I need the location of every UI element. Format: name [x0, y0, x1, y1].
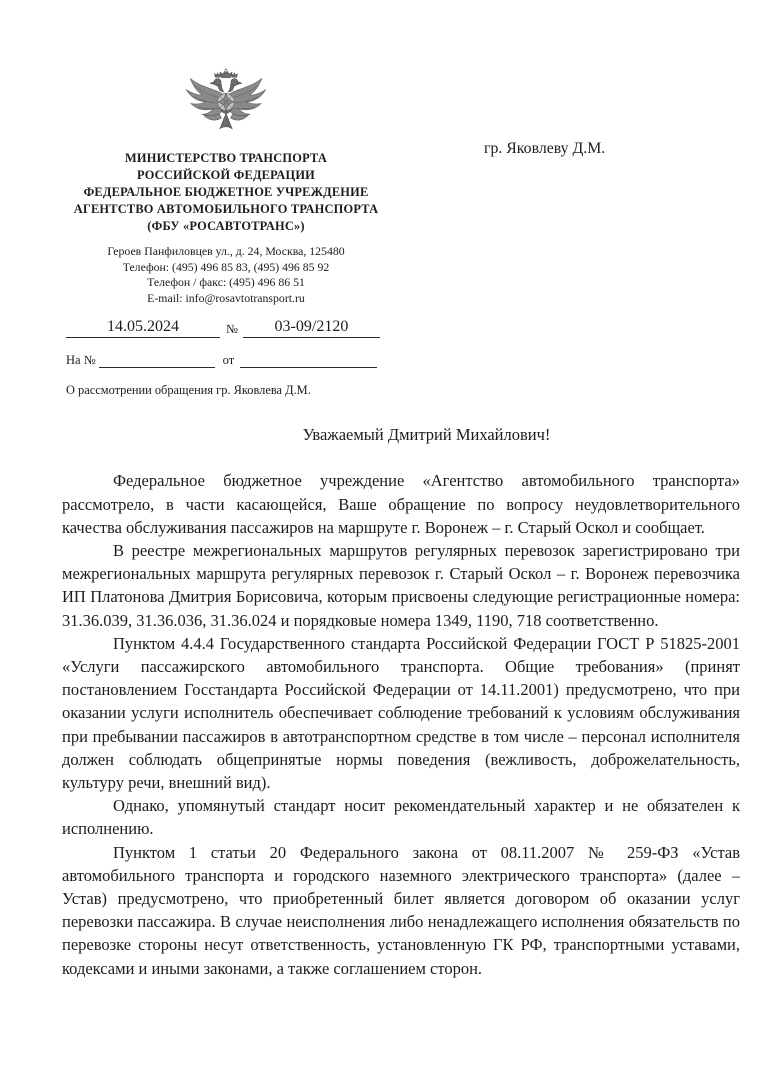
reply-date-blank: [240, 351, 377, 368]
email-line: E-mail: info@rosavtotransport.ru: [147, 290, 305, 305]
phone-line: Телефон: (495) 496 85 83, (495) 496 85 92: [122, 259, 330, 274]
coat-of-arms-emblem: [60, 62, 392, 146]
body-paragraph: В реестре межрегиональных маршрутов регулярных перевозок зарегистрировано три межрегиональных маршрута регулярных перевозок г. Старый Оскол – г. Воронеж перевозчика ИП Платонова Дмитрия Борисовича, которым присвоены следующие регистрационные номера: 31.36.039, 31.36.036, 31.36.024 и порядковые номера 1349, 1190, 718 соответственно.: [62, 540, 740, 630]
recipient: гр. Яковлеву Д.М.: [484, 140, 606, 157]
org-line: (ФБУ «РОСАВТОТРАНС»): [147, 219, 305, 233]
date-and-number-row: [60, 317, 392, 338]
letter-date: 14.05.2024: [66, 317, 220, 338]
contact-info-block: [60, 244, 392, 306]
letterhead-left-column: [60, 62, 392, 398]
reply-reference-row: [60, 351, 392, 368]
body-text: [62, 469, 740, 979]
double-headed-eagle-icon: [184, 62, 268, 142]
body-paragraph: Федеральное бюджетное учреждение «Агентство автомобильного транспорта» рассмотрело, в части касающейся, Ваше обращение по вопросу неудовлетворительного качества обслуживания пассажиров на маршруте г. Воронеж – г. Старый Оскол и сообщает.: [62, 471, 740, 537]
organization-name-block: [60, 150, 392, 235]
org-line: РОССИЙСКОЙ ФЕДЕРАЦИИ: [137, 168, 315, 182]
letterhead-right-column: [484, 62, 605, 398]
number-sign: №: [226, 322, 238, 337]
reply-number-label: На №: [66, 353, 96, 368]
body-paragraph: Пунктом 4.4.4 Государственного стандарта Российской Федерации ГОСТ Р 51825-2001 «Услуги пассажирского автомобильного транспорта. Общие требования» (принят постановлением Госстандарта Российской Федерации от 14.11.2001) предусмотрено, что при оказании услуги исполнитель обеспечивает соблюдение требований к условиям обслуживания при пребывании пассажиров в автотранспортном средстве в том числе – персонал исполнителя должен соблюдать общепринятые нормы поведения (вежливость, доброжелательность, культуру речи, внешний вид).: [62, 633, 740, 793]
salutation: Уважаемый Дмитрий Михайлович!: [302, 425, 551, 445]
letter-body: [0, 425, 763, 979]
subject-line: О рассмотрении обращения гр. Яковлева Д.М.: [66, 383, 311, 398]
body-paragraph: Пунктом 1 статьи 20 Федерального закона от 08.11.2007 № 259-ФЗ «Устав автомобильного транспорта и городского наземного электрического транспорта» (далее – Устав) предусмотрено, что приобретенный билет является договором об оказании услуг перевозки пассажира. В случае неисполнения либо ненадлежащего исполнения обязательств по перевозке стороны несут ответственность, установленную ГК РФ, транспортными уставами, кодексами и иными законами, а также соглашением сторон.: [62, 842, 740, 978]
reply-number-blank: [99, 351, 215, 368]
fax-line: Телефон / факс: (495) 496 86 51: [147, 275, 305, 290]
org-line: АГЕНТСТВО АВТОМОБИЛЬНОГО ТРАНСПОРТА: [73, 202, 379, 216]
org-line: МИНИСТЕРСТВО ТРАНСПОРТА: [125, 151, 327, 165]
letter-number: 03-09/2120: [243, 317, 380, 338]
letterhead: [0, 0, 763, 398]
address-line: Героев Панфиловцев ул., д. 24, Москва, 125480: [107, 244, 345, 258]
reply-from-label: от: [222, 353, 235, 368]
org-line: ФЕДЕРАЛЬНОЕ БЮДЖЕТНОЕ УЧРЕЖДЕНИЕ: [83, 185, 369, 199]
body-paragraph: Однако, упомянутый стандарт носит рекомендательный характер и не обязателен к исполнению.: [62, 796, 740, 839]
